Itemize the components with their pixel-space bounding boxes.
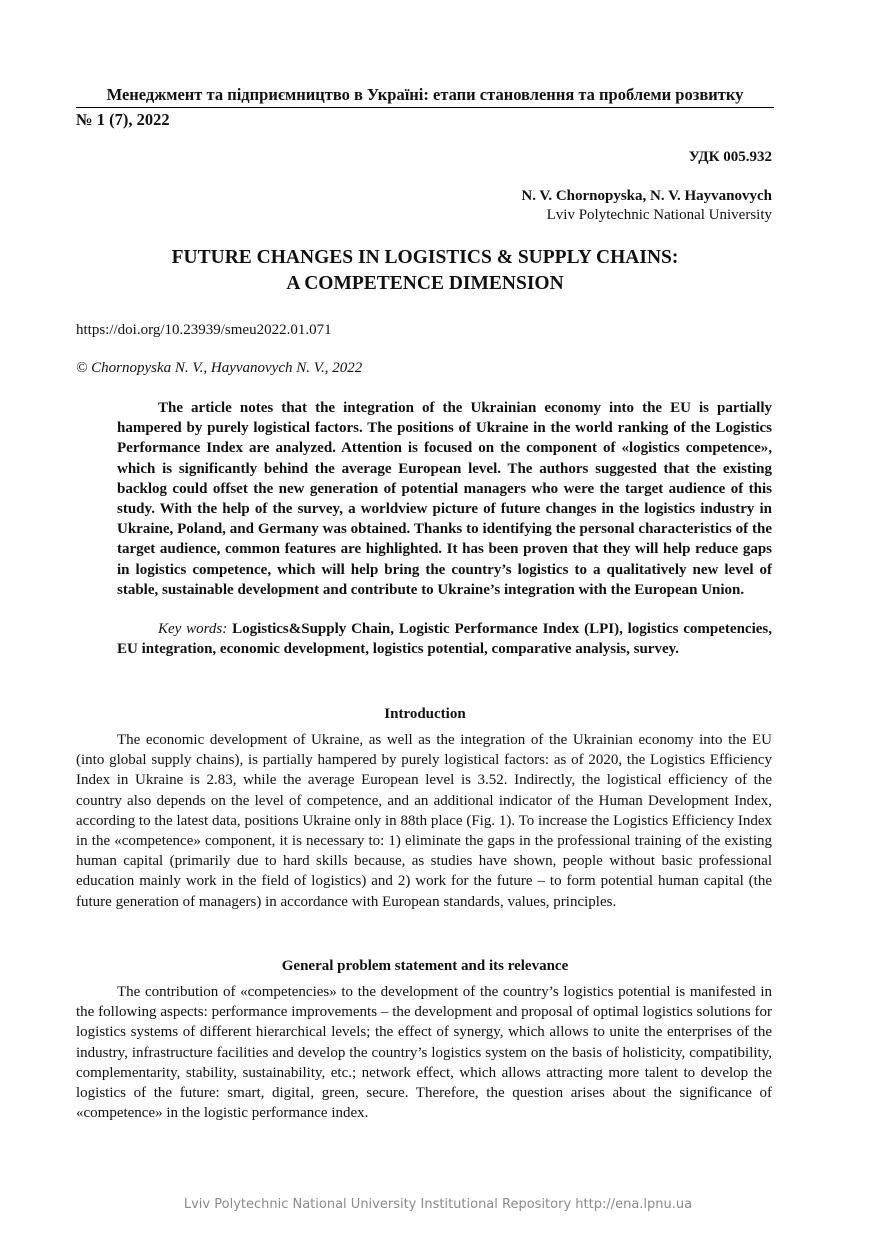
problem-heading: General problem statement and its relevance — [281, 958, 569, 974]
keywords-text: Logistics&Supply Chain, Logistic Performance Index (LPI), logistics competencies, EU integration, economic development, logistics potential, comparative analysis, survey. — [117, 621, 772, 658]
paper-title-line-1: FUTURE CHANGES IN LOGISTICS & SUPPLY CHAINS: — [171, 247, 679, 268]
keywords — [117, 619, 772, 659]
affiliation: Lviv Polytechnic National University — [546, 207, 772, 223]
introduction-heading: Introduction — [384, 706, 466, 722]
paper-title — [76, 245, 774, 297]
problem-text: The contribution of «competencies» to the development of the country’s logistics potential is manifested in the following aspects: performance improvements – the development and proposal of optimal logistics solutions for logistics systems of different hierarchical levels; the effect of synergy, which allows to unite the enterprises of the industry, infrastructure facilities and develop the country’s logistics system on the basis of holisticity, compatibility, complementarity, stability, sustainability, etc.; network effect, which allows attracting more talent to develop the logistics of the future: smart, digital, green, secure. Therefore, the question arises about the significance of «competence» in the logistic performance index. — [76, 984, 772, 1122]
issue-number: № 1 (7), 2022 — [76, 110, 170, 129]
keywords-label: Key words: — [158, 621, 228, 637]
paper-title-line-2: A COMPETENCE DIMENSION — [286, 273, 564, 294]
abstract: The article notes that the integration of the Ukrainian economy into the EU is partially hampered by purely logistical factors. The positions of Ukraine in the world ranking of the Logistics Performance Index are analyzed. Attention is focused on the component of «logistics competence», which is significantly behind the average European level. The authors suggested that the existing backlog could offset the new generation of potential managers who were the target audience of this study. With the help of the survey, a worldview picture of future changes in the logistics industry in Ukraine, Poland, and Germany was obtained. Thanks to identifying the personal characteristics of the target audience, common features are highlighted. It has been proven that they will help reduce gaps in logistics competence, which will help bring the country’s logistics to a qualitatively new level of stable, sustainable development and contribute to Ukraine’s integration with the European Union. — [117, 400, 772, 598]
repository-footer: Lviv Polytechnic National University Institutional Repository http://ena.lpnu.ua — [183, 1197, 693, 1212]
udc-code: УДК 005.932 — [688, 149, 772, 165]
authors: N. V. Chornopyska, N. V. Hayvanovych — [521, 188, 772, 204]
copyright: © Chornopyska N. V., Hayvanovych N. V., 2022 — [76, 360, 363, 376]
doi-link[interactable]: https://doi.org/10.23939/smeu2022.01.071 — [76, 322, 332, 338]
introduction-text: The economic development of Ukraine, as well as the integration of the Ukrainian economy into the EU (into global supply chains), is partially hampered by purely logistical factors: as of 2020, the Logistics Efficiency Index in Ukraine is 2.83, while the average European level is 3.52. Indirectly, the logistical efficiency of the country also depends on the level of competence, and an additional indicator of the Human Development Index, according to the latest data, positions Ukraine only in 88th place (Fig. 1). To increase the Logistics Efficiency Index in the «competence» component, it is necessary to: 1) eliminate the gaps in the professional training of the existing human capital (primarily due to hard skills because, as studies have shown, people without basic professional education mainly work in the field of logistics) and 2) work for the future – to form potential human capital (the future generation of managers) in accordance with European standards, values, principles. — [76, 732, 772, 910]
journal-title: Менеджмент та підприємництво в Україні: етапи становлення та проблеми розвитку — [76, 85, 774, 108]
